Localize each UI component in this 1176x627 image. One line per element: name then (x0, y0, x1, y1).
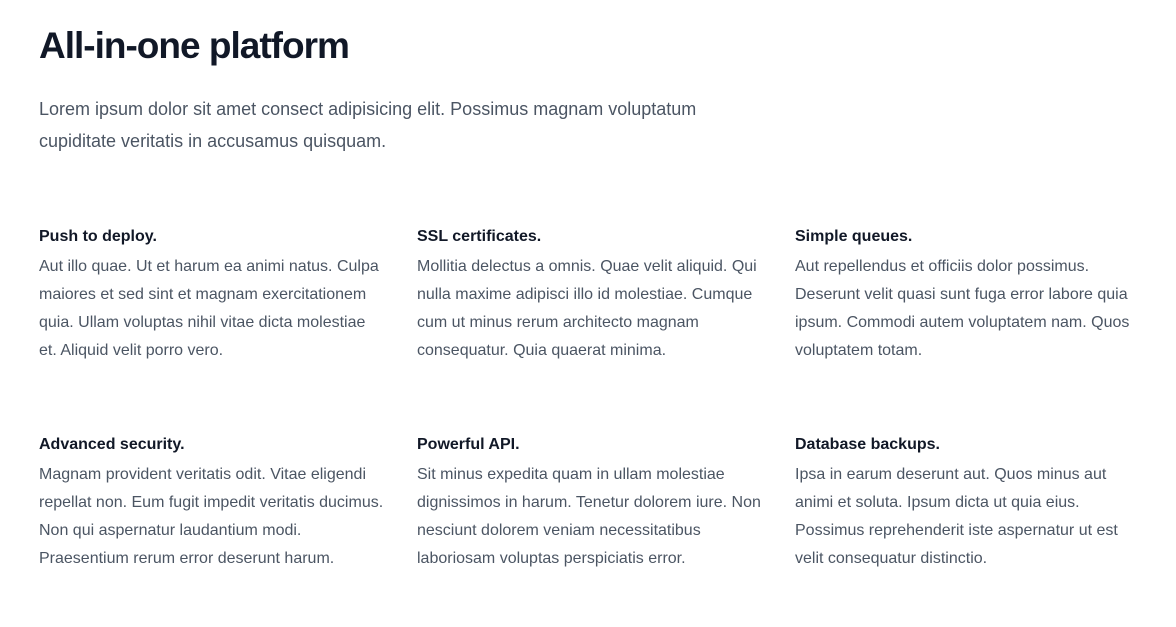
feature-title: Advanced security. (39, 436, 185, 453)
feature-title: SSL certificates. (417, 228, 542, 245)
page-title: All-in-one platform (39, 25, 349, 66)
feature-description: Sit minus expedita quam in ullam molestiae dignissimos in harum. Tenetur dolorem iure. Non nesciunt dolorem veniam necessitatibus laboriosam voluptas perspiciatis error. (417, 466, 761, 567)
feature-simple-queues (795, 225, 1141, 365)
feature-description: Ipsa in earum deserunt aut. Quos minus aut animi et soluta. Ipsum dicta ut quia eius. Possimus reprehenderit iste aspernatur ut est velit consequatur distinctio. (795, 466, 1118, 567)
intro-text: Lorem ipsum dolor sit amet consect adipisicing elit. Possimus magnam voluptatum cupiditate veritatis in accusamus quisquam. (39, 99, 697, 151)
feature-title: Push to deploy. (39, 228, 157, 245)
feature-ssl-certificates (417, 225, 763, 365)
feature-powerful-api (417, 433, 763, 573)
feature-push-to-deploy (39, 225, 385, 365)
feature-title: Database backups. (795, 436, 940, 453)
feature-description: Magnam provident veritatis odit. Vitae eligendi repellat non. Eum fugit impedit veritatis ducimus. Non qui aspernatur laudantium modi. Praesentium rerum error deserunt harum. (39, 466, 384, 567)
feature-description: Aut repellendus et officiis dolor possimus. Deserunt velit quasi sunt fuga error labore quia ipsum. Commodi autem voluptatem nam. Quos voluptatem totam. (795, 258, 1130, 359)
feature-advanced-security (39, 433, 385, 573)
feature-grid (39, 225, 1137, 573)
feature-description: Aut illo quae. Ut et harum ea animi natus. Culpa maiores et sed sint et magnam exercitationem quia. Ullam voluptas nihil vitae dicta molestiae et. Aliquid velit porro vero. (39, 258, 379, 359)
feature-title: Simple queues. (795, 228, 913, 245)
feature-title: Powerful API. (417, 436, 520, 453)
feature-description: Mollitia delectus a omnis. Quae velit aliquid. Qui nulla maxime adipisci illo id molestiae. Cumque cum ut minus rerum architecto magnam consequatur. Quia quaerat minima. (417, 258, 757, 359)
feature-database-backups (795, 433, 1141, 573)
